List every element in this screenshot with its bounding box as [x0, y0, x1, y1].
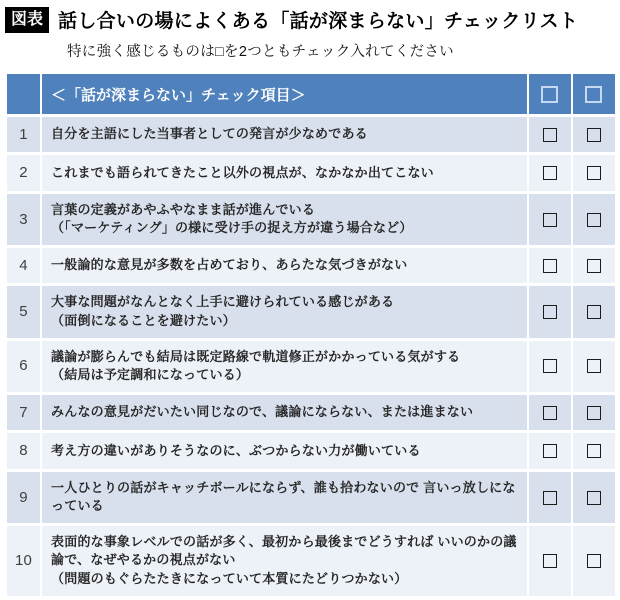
header-check-column-1 [529, 74, 571, 114]
table-row [7, 472, 615, 523]
row-number: 6 [7, 341, 40, 392]
table-row [7, 395, 615, 430]
row-number: 5 [7, 286, 40, 337]
header-number-cell [7, 74, 40, 114]
page-title: 話し合いの場によくある「話が深まらない」チェックリスト [58, 11, 579, 32]
table-row [7, 433, 615, 468]
table-header-row [7, 74, 615, 114]
row-number: 2 [7, 155, 40, 190]
row-note: （面倒になることを避けたい） [51, 313, 236, 329]
checkbox-2[interactable] [587, 166, 601, 180]
checkbox-1[interactable] [543, 406, 557, 420]
row-text: 表面的な事象レベルでの話が多く、最初から最後までどうすれば いいのかの議論で、なぜやるかの視点がない [51, 533, 517, 568]
row-text: 言葉の定義があやふやなまま話が進んでいる [51, 201, 316, 217]
checkbox-1[interactable] [543, 128, 557, 142]
checkbox-1[interactable] [543, 444, 557, 458]
table-row [7, 248, 615, 283]
row-number: 10 [7, 526, 40, 596]
header-check-column-2 [573, 74, 615, 114]
table-row [7, 194, 615, 245]
checkbox-1[interactable] [543, 359, 557, 373]
table-row [7, 155, 615, 190]
checkbox-1[interactable] [543, 491, 557, 505]
table-row [7, 286, 615, 337]
checkbox-icon [541, 86, 558, 103]
table-row [7, 341, 615, 392]
table-row [7, 117, 615, 152]
row-text: 一人ひとりの話がキャッチボールにならず、誰も拾わないので 言いっ放しになっている [51, 479, 516, 514]
row-text-cell [42, 194, 527, 245]
checkbox-2[interactable] [587, 128, 601, 142]
row-note: （結局は予定調和になっている） [51, 367, 250, 383]
checkbox-2[interactable] [587, 406, 601, 420]
row-text: 議論が膨らんでも結局は既定路線で軌道修正がかかっている気がする [51, 348, 461, 364]
row-text-cell [42, 526, 527, 596]
row-text-cell [42, 433, 527, 468]
checkbox-1[interactable] [543, 554, 557, 568]
checkbox-2[interactable] [587, 359, 601, 373]
checkbox-1[interactable] [543, 259, 557, 273]
title-row [5, 6, 616, 33]
checkbox-1[interactable] [543, 166, 557, 180]
row-text: 一般論的な意見が多数を占めており、あらたな気づきがない [51, 257, 408, 273]
row-number: 4 [7, 248, 40, 283]
checkbox-2[interactable] [587, 259, 601, 273]
row-number: 1 [7, 117, 40, 152]
checklist-table [5, 71, 617, 599]
row-number: 8 [7, 433, 40, 468]
figure-badge: 図表 [5, 7, 49, 33]
checkbox-2[interactable] [587, 444, 601, 458]
row-number: 9 [7, 472, 40, 523]
row-text: 考え方の違いがありそうなのに、ぶつからない力が働いている [51, 442, 421, 458]
checkbox-2[interactable] [587, 491, 601, 505]
table-body [7, 117, 615, 596]
row-text-cell [42, 395, 527, 430]
checkbox-icon [585, 86, 602, 103]
row-note: （「マーケティング」の様に受け手の捉え方が違う場合など） [51, 220, 413, 236]
checkbox-1[interactable] [543, 305, 557, 319]
row-text-cell [42, 341, 527, 392]
subtitle: 特に強く感じるものは□を2つともチェック入れてください [67, 44, 454, 60]
row-text: これまでも語られてきたこと以外の視点が、なかなか出てこない [51, 164, 434, 180]
checkbox-2[interactable] [587, 213, 601, 227]
row-text-cell [42, 286, 527, 337]
row-text: 大事な問題がなんとなく上手に避けられている感じがある [51, 294, 395, 310]
checkbox-1[interactable] [543, 213, 557, 227]
row-number: 7 [7, 395, 40, 430]
row-text-cell [42, 155, 527, 190]
checkbox-2[interactable] [587, 305, 601, 319]
row-text: 自分を主語にした当事者としての発言が少なめである [51, 126, 368, 142]
checkbox-2[interactable] [587, 554, 601, 568]
row-text: みんなの意見がだいたい同じなので、議論にならない、または進まない [51, 404, 474, 420]
header-title-cell: ＜「話が深まらない」チェック項目＞ [42, 74, 527, 114]
row-number: 3 [7, 194, 40, 245]
table-row [7, 526, 615, 596]
row-text-cell [42, 248, 527, 283]
row-text-cell [42, 117, 527, 152]
row-text-cell [42, 472, 527, 523]
row-note: （問題のもぐらたたきになっていて本質にたどりつかない） [51, 570, 408, 586]
